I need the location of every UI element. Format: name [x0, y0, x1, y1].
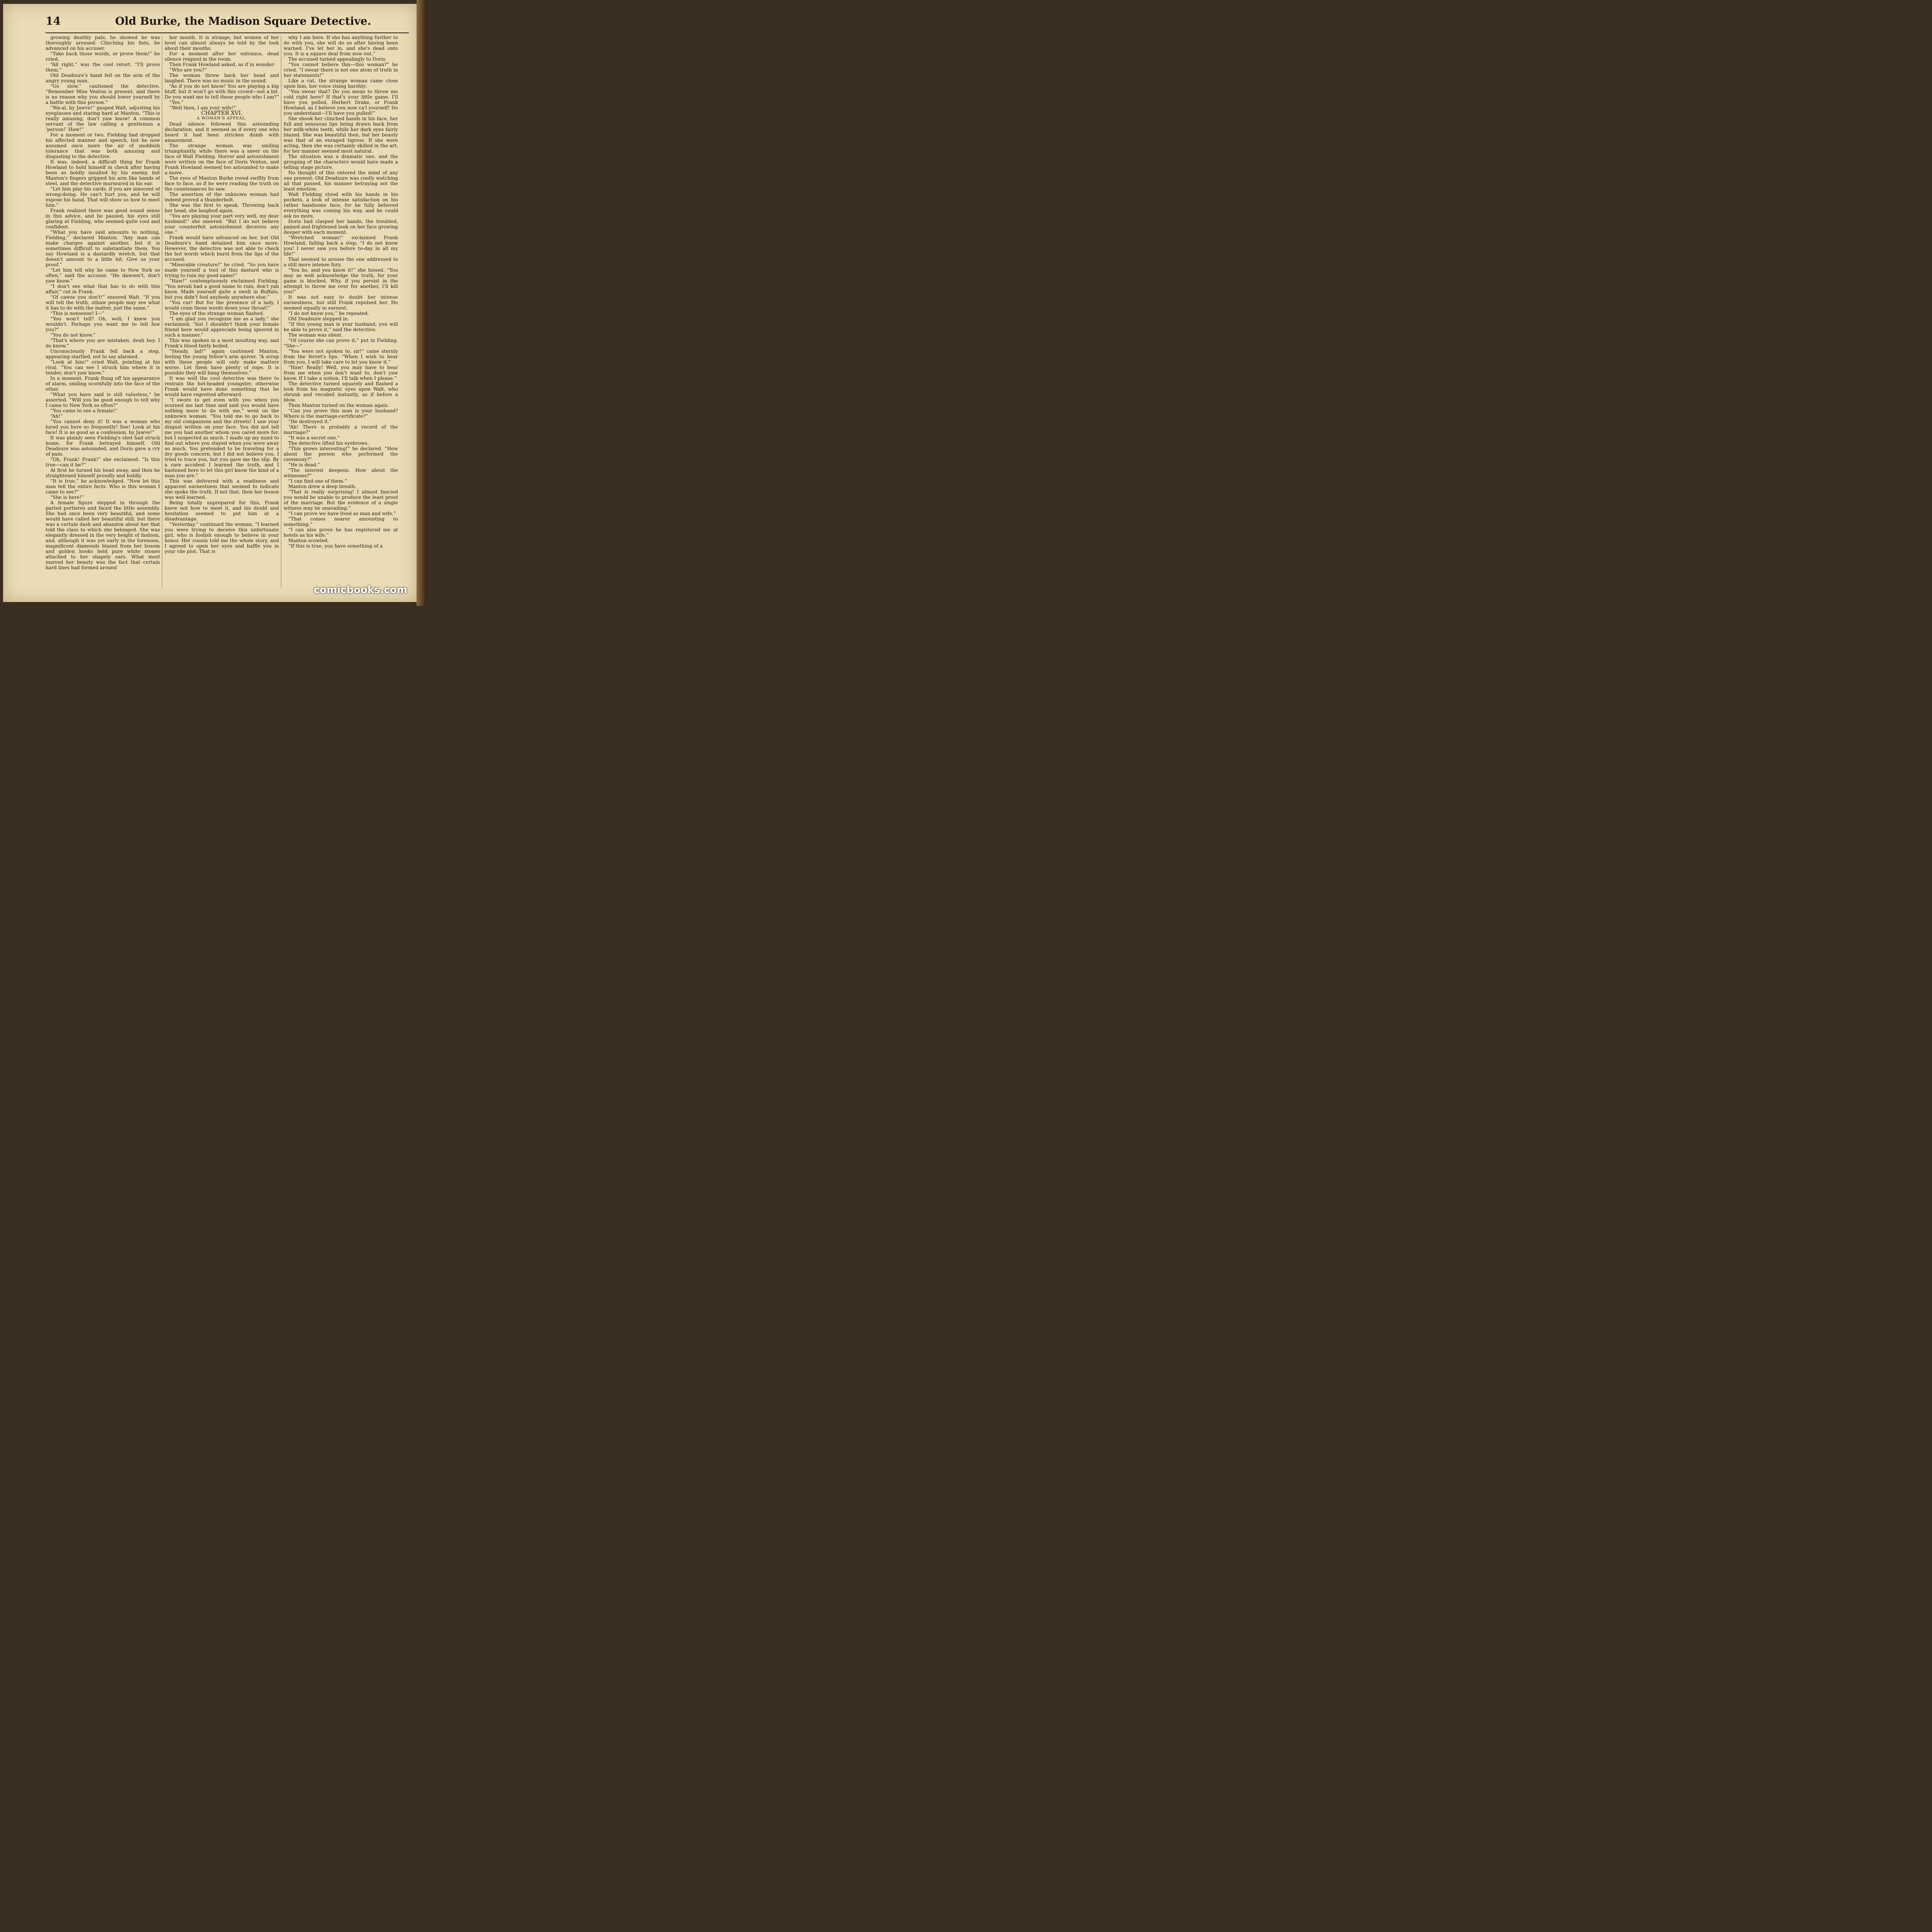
paragraph: “Ah! There is probably a record of the marriage?”	[284, 424, 398, 435]
paragraph: “I am glad you recognize me as a lady,” she exclaimed; “but I shouldn't think your female friend here would appreciate being ignored in such a manner.”	[165, 316, 279, 338]
paragraph: No thought of this entered the mind of any one present. Old Deadsure was coolly watching all that passed, his manner betraying not the least emotion.	[284, 170, 398, 192]
paragraph: “Wretched woman!” exclaimed Frank Howland, falling back a step; “I do not know you! I never saw you before to-day in all my life!”	[284, 235, 398, 257]
paragraph: “Miserable creature!” he cried. “So you have made yourself a tool of this dastard who is trying to ruin my good name!”	[165, 262, 279, 278]
paragraph: The woman threw back her head and laughed. There was no music in the sound.	[165, 73, 279, 83]
paragraph: “The interest deepens. How about the witnesses?”	[284, 468, 398, 478]
paragraph: “You came to see a female!”	[50, 408, 117, 413]
paragraph: “As if you do not know! You are playing a big bluff, but it won't go with this crowd—not a bit. Do you want me to tell these people who I am?”	[165, 83, 279, 100]
paragraph: This was delivered with a readiness and apparent earnestness that seemed to indicate she spoke the truth. If not that, then her lesson was well learned.	[165, 478, 279, 500]
paragraph: Doris had clasped her hands, the troubled, pained and frightened look on her face growing deeper with each moment.	[284, 219, 398, 235]
paragraph: “Of cawse you don't!” sneered Walt. “If you will tell the truth, othaw people may see what it has to do with the matter, just the same.”	[46, 294, 160, 311]
paragraph: “You are playing your part very well, my dear husband!” she sneered. “But I do not believe your counterfeit astonishment deceives any one.”	[165, 213, 279, 235]
paragraph: “Take back those words, or prove them!” he cried.	[46, 51, 160, 62]
paragraph: At first he turned his head away, and then he straightened himself proudly and boldly.	[46, 468, 160, 478]
paragraph: “What you have said amounts to nothing, Fielding,” declared Manton. “Any man can make charges against another, but it is sometimes difficult to substantiate them. You say Howland is a dastardly wretch, but that doesn't amount to a little bit. Give us your proof.”	[46, 230, 160, 267]
text-column-1	[46, 35, 160, 591]
paragraph: “Let him play his cards, if you are innocent of wrong-doing. He can't hurt you, and he will expose his hand. That will show us how to meet him.”	[46, 186, 160, 208]
paragraph: The accused turned appealingly to Doris.	[288, 56, 387, 62]
paragraph: “You cannot believe this—this woman?” he cried. “I swear there is not one atom of truth in her statements!”	[284, 62, 398, 78]
paragraph: Manton drew a deep breath.	[288, 484, 357, 489]
paragraph: This was spoken in a most insulting way, and Frank's blood fairly boiled.	[165, 338, 279, 349]
paragraph: She shook her clinched hands in his face, her full and sensuous lips being drawn back from her milk-white teeth, while her dark eyes fairly blazed. She was beautiful then, but her beauty was that of an enraged tigress. If she were acting, then she was certainly skilled in the art, for her manner seemed most natural.	[284, 116, 398, 154]
paragraph: Then Frank Howland asked, as if in wonder:	[169, 62, 276, 67]
paragraph: “I do not know you,” he repeated.	[288, 311, 369, 316]
paragraph: “He destroyed it.”	[288, 419, 332, 424]
paragraph: “That comes nearer amounting to something.”	[284, 516, 398, 527]
paragraph: It was plainly seen Fielding's shot had struck home, for Frank betrayed himself. Old Deadsure was astounded, and Doris gave a cry of pain.	[46, 435, 160, 457]
paragraph: “Yesterday,” continued the woman, “I learned you were trying to deceive this unfortunate girl, who is foolish enough to believe in your honor. Her cousin told me the whole story, and I agreed to open her eyes and baffle you in your vile plot. That is	[165, 522, 279, 554]
paragraph: “I swore to get even with you when you scorned me last time and said you would have nothing more to do with me,” went on the unknown woman. “You told me to go back to my old companions and the streets! I saw your disgust written on your face. You did not tell me you had another whom you cared more for, but I suspected as much. I made up my mind to find out where you stayed when you were away so much. You pretended to be traveling for a dry goods concern, but I did not believe you. I tried to trace you, but you gave me the slip. By a rare accident I learned the truth, and I hastened here to let this girl know the kind of a man you are.”	[165, 397, 279, 478]
paragraph: The detective turned squarely and flashed a look from his magnetic eyes upon Walt, who shrunk and recoiled instantly, as if before a blow.	[284, 381, 398, 403]
paragraph: Then Manton turned on the woman again.	[288, 403, 389, 408]
paragraph: Old Deadsure's hand fell on the arm of the angry young man.	[46, 73, 160, 83]
paragraph: “Haw! Really! Well, you may have to hear from me when you don't want to, don't yaw know. If I take a notion, I'll talk when I please.”	[284, 365, 398, 381]
paragraph: The eyes of the strange woman flashed.	[169, 311, 264, 316]
paragraph: Like a cat, the strange woman came close upon him, her voice rising harshly:	[284, 78, 398, 89]
paragraph: “If this young man is your husband, you will be able to prove it,” said the detective.	[284, 321, 398, 332]
paragraph: “Well then, I am your wife!”	[169, 105, 236, 111]
paragraph: “That is really surprising! I almost fancied you would be unable to produce the least proof of the marriage. But the evidence of a single witness may be unavailing.”	[284, 489, 398, 511]
paragraph: That seemed to arouse the one addressed to a still more intense fury.	[284, 257, 398, 267]
paragraph: “Who are you?”	[169, 67, 207, 73]
paragraph: “Haw!” contemptuously exclaimed Fielding. “You nevah had a good name to ruin, don't yah know. Made yourself quite a swell in Buffalo, but you didn't fool anybody anywhere else.”	[165, 278, 279, 300]
paragraph: “This is nonsense! I—”	[50, 311, 105, 316]
page-header	[46, 15, 409, 33]
running-title: Old Burke, the Madison Square Detective.	[115, 15, 371, 27]
paragraph: A female figure stepped in through the parted portieres and faced the little assembly. She had once been very beautiful, and some would have called her beautiful still; but there was a certain dash and abandon about her that told the class to which she belonged. She was elegantly dressed in the very height of fashion, and, although it was yet early in the forenoon, magnificent diamonds blazed from her bosom and golden hooks held pure white stones attached to her shapely ears. What most marred her beauty was the fact that certain hard lines had formed around	[46, 500, 160, 570]
chapter-title: CHAPTER XVI.	[201, 110, 243, 116]
paragraph: The detective lifted his eyebrows.	[288, 440, 369, 446]
paragraph: “Of course she can prove it,” put in Fielding. “She—”	[284, 338, 398, 349]
paragraph: Dead silence followed this astounding declaration, and it seemed as if every one who heard it had been stricken dumb with amazement.	[165, 121, 279, 143]
paragraph: “You cannot deny it! It was a woman who lured you here so frequently! See! Look at his face! It is as good as a confession, by Jawve!”	[46, 419, 160, 435]
paragraph: “Yes.”	[169, 100, 184, 105]
paragraph: “It was a secret one.”	[288, 435, 340, 440]
paragraph: “He is dead.”	[288, 462, 320, 468]
watermark: comicbooks.com	[314, 584, 408, 596]
paragraph: “You lie, and you know it!” she hissed. “You may as well acknowledge the truth, for your game is blocked. Why, if you persist in the attempt to throw me over for another, I'll kill you!”	[284, 267, 398, 294]
paragraph: She was the first to speak. Throwing back her head, she laughed again.	[165, 202, 279, 213]
paragraph: “Look at him!” cried Walt, pointing at his rival. “You can see I struck him where it is tender, don't yaw know.”	[46, 359, 160, 376]
magazine-page	[3, 4, 417, 602]
paragraph: “I can also prove he has registered me at hotels as his wife.”	[284, 527, 398, 538]
text-column-2	[165, 35, 279, 591]
paragraph: It was well the cool detective was there to restrain the hot-headed youngster, otherwise Frank would have done something that he would have regretted afterward.	[165, 376, 279, 397]
paragraph: Manton scowled.	[288, 538, 329, 543]
paragraph: “It is true,” he acknowledged. “Now let this man tell the entire facts. Who is this woman I came to see?”	[46, 478, 160, 495]
paragraph: The assertion of the unknown woman had indeed proved a thunderbolt.	[165, 192, 279, 202]
paragraph: The situation was a dramatic one, and the grouping of the characters would have made a telling stage picture.	[284, 154, 398, 170]
paragraph: “I can find one of them.”	[288, 478, 347, 484]
paragraph: “You do not know.”	[50, 332, 96, 338]
paragraph: “That's where you are mistaken, deah boy. I do know.”	[46, 338, 160, 349]
paragraph: “You won't tell? Oh, well, I knew you wouldn't. Perhaps you want me to tell faw you?”	[46, 316, 160, 332]
paragraph: why I am here. If she has anything further to do with you, she will do so after having been warned. I've let her in, and she's dead onto you. It is a square deal from now out.”	[284, 35, 398, 56]
paragraph: It was not easy to doubt her intense earnestness, but still Frank repulsed her. He seemed equally in earnest.	[284, 294, 398, 311]
paragraph: “You cur! But for the presence of a lady, I would cram those words down your throat!”	[165, 300, 279, 311]
paragraph: Walt Fielding stood with his hands in his pockets, a look of intense satisfaction on his rather handsome face, for he fully believed everything was coming his way, and he could ask no more.	[284, 192, 398, 219]
paragraph: “You swear that? Do you mean to throw me cold right here? If that's your little game, I'll have you pulled, Herbert Drake, or Frank Howland, as I believe you now ca'l yourself! Do you understand—I'll have you pulled!”	[284, 89, 398, 116]
page-number: 14	[46, 15, 61, 27]
paragraph: “This grows interesting!” he declared. “How about the person who performed the ceremony?”	[284, 446, 398, 462]
paragraph: “Go slow,” cautioned the detective. “Remember Miss Venton is present, and there is no reason why you should lower yourself by a battle with this person.”	[46, 83, 160, 105]
paragraph: “Steady, lad!” again cautioned Manton, feeling the young fellow's arm quiver. “A scrap with these people will only make matters worse. Let them have plenty of rope. It is possible they will hang themselves.”	[165, 349, 279, 376]
paragraph: For a moment or two, Fielding had dropped his affected manner and speech, but he now assumed once more the air of snobbish tolerance that was both amusing and disgusting to the detective.	[46, 132, 160, 159]
text-column-3	[284, 35, 398, 591]
paragraph: Unconsciously Frank fell back a step, appearing startled, not to say alarmed.	[46, 349, 160, 359]
paragraph: “I can prove we have lived as man and wife.”	[288, 511, 396, 516]
paragraph: her mouth. It is strange, but women of her level can almost always be told by the look about their mouths.	[165, 35, 279, 51]
paragraph: Frank realized there was good sound sense in this advice, and he paused, his eyes still glaring at Fielding, who seemed quite cool and confident.	[46, 208, 160, 230]
paragraph: The woman was silent.	[288, 332, 343, 338]
paragraph: “You were not spoken to, sir!” came sternly from the ferret's lips. “When I wish to hear from you, I will take care to let you know it.”	[284, 349, 398, 365]
paragraph: Old Deadsure stepped in.	[288, 316, 349, 321]
paragraph: In a moment, Frank flung off his appearance of alarm, smiling scornfully into the face of the other.	[46, 376, 160, 392]
paragraph: “Wa-al, by Jawve!” gasped Walt, adjusting his eyeglasses and staring hard at Manton. “This is really amusing, don't yaw know! A common servant of the law calling a gentleman a ‘person!’ Haw!”	[46, 105, 160, 132]
paragraph: “Ah!”	[50, 413, 63, 419]
paragraph: “If this is true, you have something of a	[288, 543, 383, 549]
paragraph: Frank would have advanced on her, but Old Deadsure's hand detained him once more. However, the detective was not able to check the hot words which burst from the lips of the accused.	[165, 235, 279, 262]
paragraph: The eyes of Manton Burke roved swiftly from face to face, as if he were reading the truth on the countenances he saw.	[165, 175, 279, 192]
chapter-subtitle: A WOMAN'S APPEAL.	[197, 116, 247, 121]
paragraph: “What you have said is still valueless,” he asserted. “Will you be good enough to tell why I came to New York so often?”	[46, 392, 160, 408]
paragraph: “Can you prove this man is your husband? Where is the marriage-certificate?”	[284, 408, 398, 419]
paragraph: It was, indeed, a difficult thing for Frank Howland to hold himself in check after having been so boldly insulted by his enemy, but Manton's fingers gripped his arm like bands of steel, and the detective murmured in his ear.	[46, 159, 160, 186]
paragraph: The strange woman was smiling triumphantly, while there was a sneer on the face of Walt Fielding. Horror and astonishment were written on the face of Doris Venton, and Frank Howland seemed too astounded to make a move.	[165, 143, 279, 175]
paragraph: “She is here!”	[50, 495, 84, 500]
paragraph: “I don't see what that has to do with this affair,” cut in Frank.	[46, 284, 160, 294]
paragraph: “Oh, Frank! Frank!” she exclaimed. “Is this true—can it be?”	[46, 457, 160, 468]
binding-edge	[417, 0, 426, 606]
paragraph: Being totally unprepared for this, Frank knew not how to meet it, and his doubt and hesitation seemed to put him at a disadvantage.	[165, 500, 279, 522]
paragraph: For a moment after her entrance, dead silence reigned in the room.	[165, 51, 279, 62]
paragraph: growing deathly pale, he showed he was thoroughly aroused. Clinching his fists, he advanced on his accuser.	[46, 35, 160, 51]
paragraph: “Let him tell why he came to New York so often,” said the accuser. “He dawsen't, don't yaw know.”	[46, 267, 160, 284]
paragraph: “All right,” was the cool retort. “I'll prove them.”	[46, 62, 160, 73]
